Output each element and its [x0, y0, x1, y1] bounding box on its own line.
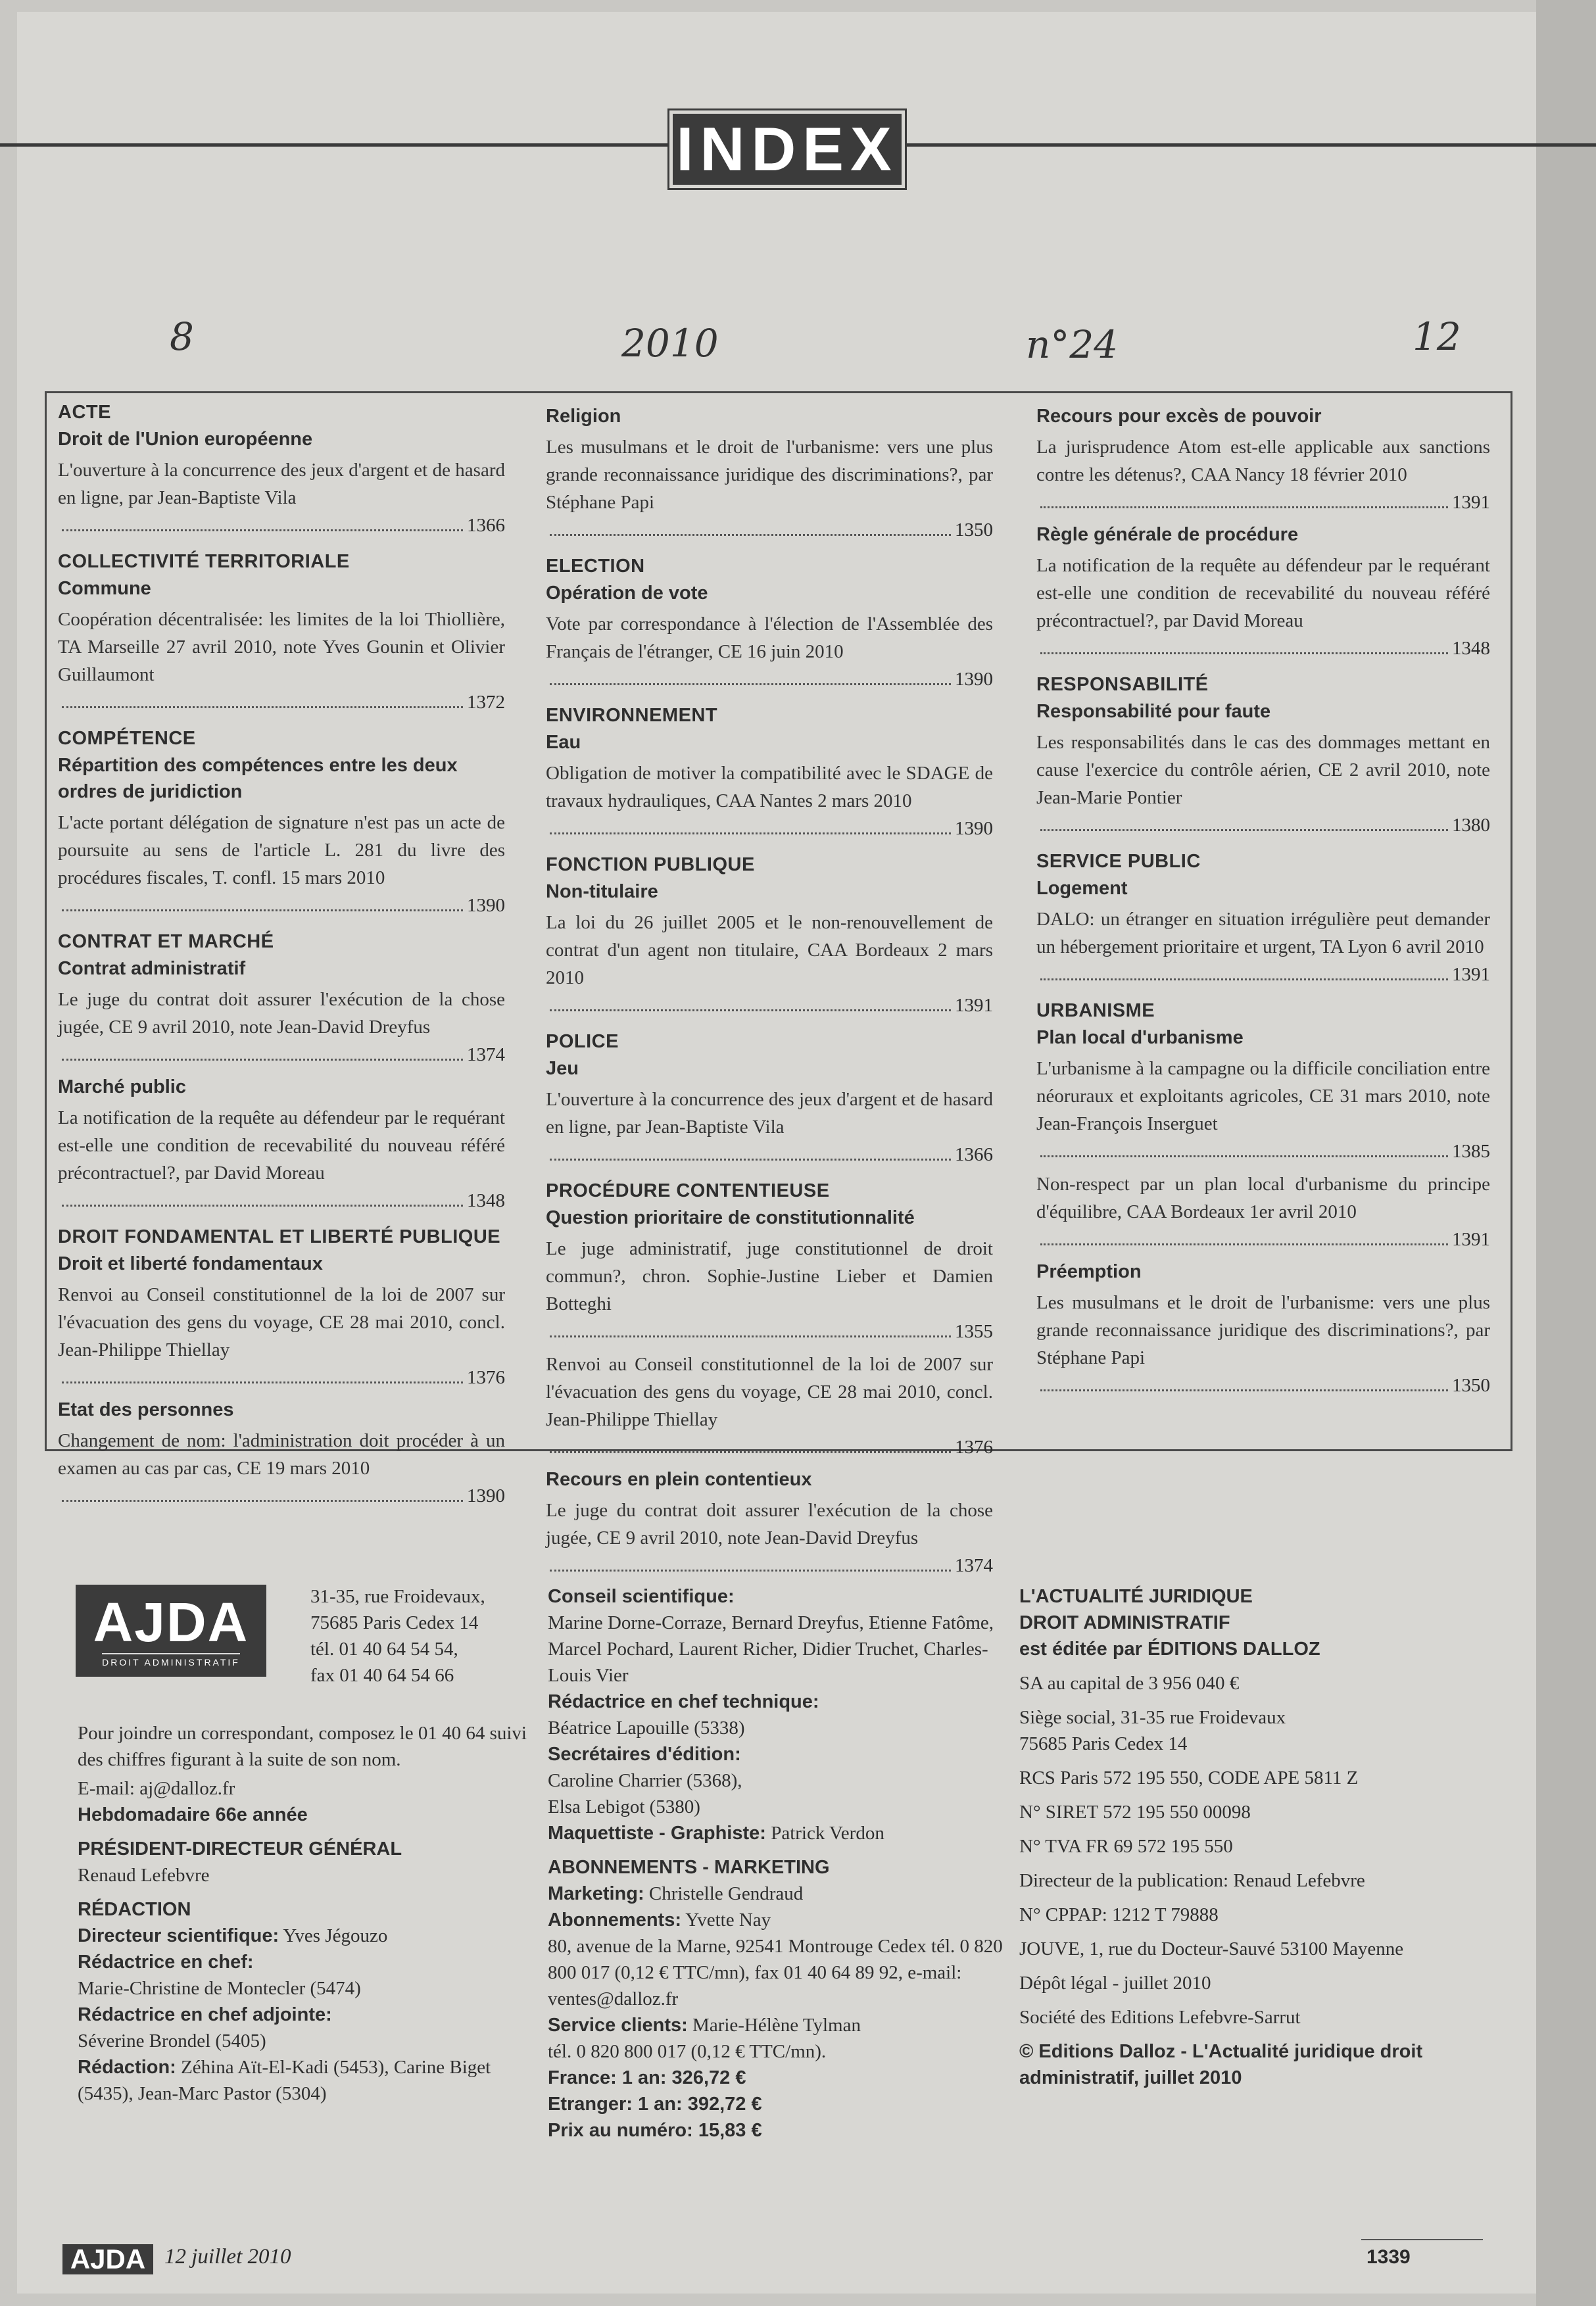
- index-entry: [546, 433, 993, 544]
- index-entry: [546, 1497, 993, 1579]
- index-entry: [58, 456, 505, 539]
- index-entry-page-line: [546, 1141, 993, 1168]
- index-entry-page-line: [546, 1433, 993, 1461]
- index-entry: [546, 1086, 993, 1168]
- index-entry-page-line: [58, 512, 505, 539]
- red-adj-name: Séverine Brondel (5405): [78, 2030, 266, 2052]
- index-entry-page: 1366: [467, 515, 505, 536]
- index-column-2: [546, 402, 993, 1585]
- index-heading: SERVICE PUBLIC: [1036, 851, 1201, 872]
- index-entry-page-line: [546, 1318, 993, 1345]
- index-heading: PROCÉDURE CONTENTIEUSE: [546, 1180, 830, 1201]
- index-entry-text: Changement de nom: l'administration doit procéder à un examen au cas par cas, CE 19 mars 2010: [58, 1430, 505, 1479]
- index-entry-text: L'ouverture à la concurrence des jeux d'argent et de hasard en ligne, par Jean-Baptiste Vila: [58, 460, 505, 508]
- index-entry: [58, 606, 505, 716]
- dir-sci-label: Directeur scientifique:: [78, 1925, 279, 1946]
- imprimeur: JOUVE, 1, rue du Docteur-Sauvé 53100 Mayenne: [1019, 1938, 1404, 1959]
- index-entry-text: L'ouverture à la concurrence des jeux d'argent et de hasard en ligne, par Jean-Baptiste Vila: [546, 1089, 993, 1138]
- capital: SA au capital de 3 956 040 €: [1019, 1673, 1240, 1694]
- red-chef-name: Marie-Christine de Montecler (5474): [78, 1978, 361, 1999]
- index-entry: [58, 1281, 505, 1391]
- index-entry-page-line: [1036, 811, 1490, 839]
- pdg-name: Renaud Lefebvre: [78, 1865, 210, 1886]
- price-france: France: 1 an: 326,72 €: [548, 2067, 746, 2088]
- index-subheading: Marché public: [58, 1076, 186, 1097]
- index-subheading: Religion: [546, 406, 621, 427]
- index-subheading: Droit de l'Union européenne: [58, 429, 313, 450]
- index-heading: URBANISME: [1036, 1000, 1155, 1021]
- index-subheading: Préemption: [1036, 1261, 1142, 1282]
- index-entry-page: 1348: [467, 1190, 505, 1211]
- index-entry-page: 1391: [1452, 492, 1490, 513]
- index-entry-page-line: [1036, 1138, 1490, 1165]
- secr-name: Elsa Lebigot (5380): [548, 1796, 700, 1817]
- publisher-l3: est éditée par ÉDITIONS DALLOZ: [1019, 1639, 1320, 1660]
- dot-leader: [1040, 1155, 1448, 1157]
- dot-leader: [550, 1570, 951, 1572]
- index-heading: COLLECTIVITÉ TERRITORIALE: [58, 551, 350, 572]
- redaction-title: RÉDACTION: [78, 1899, 191, 1920]
- rcs: RCS Paris 572 195 550, CODE APE 5811 Z: [1019, 1767, 1359, 1789]
- index-entry: [546, 610, 993, 693]
- index-entry-page: 1390: [955, 669, 993, 690]
- index-entry-page-line: [58, 1364, 505, 1391]
- index-heading: POLICE: [546, 1031, 619, 1052]
- page-number: 1339: [1366, 2246, 1411, 2268]
- index-heading: DROIT FONDAMENTAL ET LIBERTÉ PUBLIQUE: [58, 1226, 501, 1247]
- svc-label: Service clients:: [548, 2015, 688, 2036]
- index-entry-text: La notification de la requête au défendeur par le requérant est-elle une condition de recevabilité du nouveau référé précontractuel?, par David Moreau: [58, 1107, 505, 1184]
- index-entry-page-line: [58, 1041, 505, 1069]
- email: E-mail: aj@dalloz.fr: [78, 1778, 235, 1799]
- handwritten-note-2: 2010: [621, 321, 719, 366]
- index-entry-text: Obligation de motiver la compatibilité avec le SDAGE de travaux hydrauliques, CAA Nantes 2 mars 2010: [546, 763, 993, 811]
- weekly: Hebdomadaire 66e année: [78, 1804, 308, 1825]
- index-entry: [58, 1104, 505, 1214]
- maq-name: Patrick Verdon: [771, 1823, 884, 1844]
- index-entry-text: Non-respect par un plan local d'urbanisme du principe d'équilibre, CAA Bordeaux 1er avril 2010: [1036, 1174, 1490, 1222]
- ajda-logo-text: AJDA: [93, 1591, 249, 1653]
- index-entry-page-line: [1036, 489, 1490, 516]
- index-title: INDEX: [669, 110, 905, 188]
- index-subheading: Règle générale de procédure: [1036, 524, 1299, 545]
- index-heading: RESPONSABILITÉ: [1036, 674, 1209, 695]
- handwritten-note-4: 12: [1413, 314, 1461, 359]
- index-entry-page: 1391: [1452, 1229, 1490, 1250]
- index-entry-text: La jurisprudence Atom est-elle applicable aux sanctions contre les détenus?, CAA Nancy 18 février 2010: [1036, 437, 1490, 485]
- index-entry-page: 1350: [955, 519, 993, 540]
- footer-date: 12 juillet 2010: [164, 2245, 291, 2269]
- index-entry-page: 1391: [955, 995, 993, 1016]
- conseil-label: Conseil scientifique:: [548, 1586, 735, 1607]
- index-entry: [546, 909, 993, 1019]
- tech-name: Béatrice Lapouille (5338): [548, 1717, 745, 1739]
- index-entry: [58, 986, 505, 1069]
- dot-leader: [1040, 978, 1448, 980]
- dot-leader: [62, 706, 463, 708]
- index-entry: [1036, 905, 1490, 988]
- mkt-label: Marketing:: [548, 1883, 644, 1904]
- index-entry: [1036, 433, 1490, 516]
- index-entry-page: 1366: [955, 1144, 993, 1165]
- siege: Siège social, 31-35 rue Froidevaux: [1019, 1707, 1286, 1728]
- index-entry-page-line: [58, 892, 505, 919]
- index-entry-page: 1390: [467, 895, 505, 916]
- index-subheading: Non-titulaire: [546, 881, 658, 902]
- index-heading: FONCTION PUBLIQUE: [546, 854, 755, 875]
- index-entry-page: 1390: [467, 1485, 505, 1506]
- dot-leader: [62, 1059, 463, 1061]
- index-entry-page-line: [1036, 1226, 1490, 1253]
- tva: N° TVA FR 69 572 195 550: [1019, 1836, 1233, 1857]
- index-entry-text: La notification de la requête au défendeur par le requérant est-elle une condition de recevabilité du nouveau référé précontractuel?, par David Moreau: [1036, 555, 1490, 631]
- dir-sci-name: Yves Jégouzo: [283, 1925, 388, 1946]
- index-entry: [58, 1427, 505, 1510]
- dot-leader: [550, 1451, 951, 1453]
- index-entry: [1036, 1170, 1490, 1253]
- index-entry: [58, 809, 505, 919]
- dot-leader: [1040, 829, 1448, 831]
- redaction-names: Zéhina Aït-El-Kadi (5453), Carine Biget (5435), Jean-Marc Pastor (5304): [78, 2057, 491, 2104]
- index-subheading: Répartition des compétences entre les deux ordres de juridiction: [58, 755, 458, 802]
- index-entry-page: 1374: [467, 1044, 505, 1065]
- index-subheading: Responsabilité pour faute: [1036, 701, 1271, 722]
- index-entry-page: 1348: [1452, 638, 1490, 659]
- address-line: 75685 Paris Cedex 14: [310, 1612, 479, 1633]
- price-etranger: Etranger: 1 an: 392,72 €: [548, 2094, 762, 2115]
- conseil-names: Marine Dorne-Corraze, Bernard Dreyfus, Etienne Fatôme, Marcel Pochard, Laurent Richer, Didier Truchet, Charles-Louis Vier: [548, 1612, 994, 1686]
- index-entry-page-line: [58, 1482, 505, 1510]
- address-line: 31-35, rue Froidevaux,: [310, 1586, 485, 1607]
- index-entry-text: L'urbanisme à la campagne ou la difficile conciliation entre néoruraux et exploitants agricoles, CE 31 mars 2010, note Jean-François Inserguet: [1036, 1058, 1490, 1134]
- secr-label: Secrétaires d'édition:: [548, 1744, 741, 1765]
- index-subheading: Plan local d'urbanisme: [1036, 1027, 1244, 1048]
- index-subheading: Logement: [1036, 878, 1128, 899]
- index-entry: [546, 759, 993, 842]
- dot-leader: [62, 1381, 463, 1383]
- dot-leader: [550, 1335, 951, 1337]
- abo-name: Yvette Nay: [685, 1910, 771, 1931]
- index-entry-text: Le juge administratif, juge constitutionnel de droit commun?, chron. Sophie-Justine Lieber et Damien Botteghi: [546, 1238, 993, 1314]
- index-subheading: Eau: [546, 732, 581, 753]
- index-subheading: Jeu: [546, 1058, 579, 1079]
- index-entry-page: 1385: [1452, 1141, 1490, 1162]
- index-column-3: [1036, 402, 1490, 1405]
- svc-tel: tél. 0 820 800 017 (0,12 € TTC/mn).: [548, 2041, 827, 2062]
- index-entry-text: L'acte portant délégation de signature n'est pas un acte de poursuite au sens de l'article L. 281 du livre des procédures fiscales, T. confl. 15 mars 2010: [58, 812, 505, 888]
- dot-leader: [1040, 1243, 1448, 1245]
- dot-leader: [62, 1500, 463, 1502]
- index-entry-page: 1372: [467, 692, 505, 713]
- dot-leader: [62, 1205, 463, 1207]
- index-heading: CONTRAT ET MARCHÉ: [58, 931, 274, 952]
- index-entry-text: Renvoi au Conseil constitutionnel de la loi de 2007 sur l'évacuation des gens du voyage, CE 28 mai 2010, concl. Jean-Philippe Thiellay: [58, 1284, 505, 1360]
- index-entry: [546, 1351, 993, 1461]
- index-entry-page-line: [546, 665, 993, 693]
- dot-leader: [1040, 506, 1448, 508]
- index-entry: [1036, 1055, 1490, 1165]
- index-entry-page: 1376: [955, 1437, 993, 1458]
- index-entry: [546, 1235, 993, 1345]
- index-entry-page-line: [546, 992, 993, 1019]
- dot-leader: [550, 1009, 951, 1011]
- dot-leader: [62, 909, 463, 911]
- masthead-middle: [548, 1583, 1008, 2144]
- index-entry-page: 1391: [1452, 964, 1490, 985]
- abo-address: 80, avenue de la Marne, 92541 Montrouge Cedex tél. 0 820 800 017 (0,12 € TTC/mn), fax 01 40 64 89 92, e-mail: ventes@dalloz.fr: [548, 1936, 1003, 2009]
- red-chef-label: Rédactrice en chef:: [78, 1952, 254, 1973]
- index-entry-text: Coopération décentralisée: les limites de la loi Thiollière, TA Marseille 27 avril 2010, note Yves Gounin et Olivier Guillaumont: [58, 609, 505, 685]
- index-entry-page: 1374: [955, 1555, 993, 1576]
- masthead-left: [78, 1720, 531, 2107]
- siret: N° SIRET 572 195 550 00098: [1019, 1802, 1251, 1823]
- index-subheading: Commune: [58, 578, 151, 599]
- pdg-title: PRÉSIDENT-DIRECTEUR GÉNÉRAL: [78, 1838, 402, 1860]
- page-edge-strip: [1536, 0, 1596, 2306]
- index-subheading: Question prioritaire de constitutionnalité: [546, 1207, 915, 1228]
- dot-leader: [62, 529, 463, 531]
- index-entry-page: 1355: [955, 1321, 993, 1342]
- index-entry-page-line: [58, 1187, 505, 1214]
- index-subheading: Recours pour excès de pouvoir: [1036, 406, 1322, 427]
- footer-rule: [1361, 2239, 1483, 2240]
- dot-leader: [1040, 1389, 1448, 1391]
- index-entry-text: Les musulmans et le droit de l'urbanisme: vers une plus grande reconnaissance juridique des discriminations?, par Stéphane Papi: [546, 437, 993, 513]
- svc-name: Marie-Hélène Tylman: [692, 2015, 861, 2036]
- abo-title: ABONNEMENTS - MARKETING: [548, 1857, 830, 1878]
- index-subheading: Etat des personnes: [58, 1399, 234, 1420]
- index-entry-page-line: [546, 815, 993, 842]
- index-entry-text: Renvoi au Conseil constitutionnel de la loi de 2007 sur l'évacuation des gens du voyage, CE 28 mai 2010, concl. Jean-Philippe Thiellay: [546, 1354, 993, 1430]
- dot-leader: [550, 683, 951, 685]
- index-entry-text: Les musulmans et le droit de l'urbanisme: vers une plus grande reconnaissance juridique des discriminations?, par Stéphane Papi: [1036, 1292, 1490, 1368]
- address-line: fax 01 40 64 54 66: [310, 1665, 454, 1686]
- index-entry-page: 1350: [1452, 1375, 1490, 1396]
- index-subheading: Recours en plein contentieux: [546, 1469, 812, 1490]
- index-column-1: [58, 402, 505, 1515]
- index-subheading: Contrat administratif: [58, 958, 246, 979]
- index-subheading: Droit et liberté fondamentaux: [58, 1253, 323, 1274]
- handwritten-note-3: n°24: [1026, 322, 1119, 367]
- dot-leader: [550, 832, 951, 834]
- redaction-label: Rédaction:: [78, 2057, 176, 2078]
- ajda-logo: [76, 1585, 266, 1677]
- index-entry-page-line: [1036, 635, 1490, 662]
- index-heading: ENVIRONNEMENT: [546, 705, 718, 726]
- red-adj-label: Rédactrice en chef adjointe:: [78, 2004, 332, 2025]
- address-line: tél. 01 40 64 54 54,: [310, 1639, 458, 1660]
- index-entry-page-line: [546, 1552, 993, 1579]
- tech-label: Rédactrice en chef technique:: [548, 1691, 819, 1712]
- publisher-address: [310, 1583, 521, 1689]
- dot-leader: [1040, 652, 1448, 654]
- footer-logo: AJDA: [62, 2244, 153, 2274]
- directeur: Directeur de la publication: Renaud Lefebvre: [1019, 1870, 1365, 1891]
- ajda-logo-subtitle: DROIT ADMINISTRATIF: [102, 1653, 240, 1668]
- index-heading: ACTE: [58, 402, 111, 423]
- mkt-name: Christelle Gendraud: [648, 1883, 804, 1904]
- index-entry: [1036, 1289, 1490, 1399]
- index-entry-text: Les responsabilités dans le cas des dommages mettant en cause l'exercice du contrôle aérien, CE 2 avril 2010, note Jean-Marie Pontier: [1036, 732, 1490, 808]
- index-heading: COMPÉTENCE: [58, 728, 196, 749]
- index-entry-page: 1390: [955, 818, 993, 839]
- index-entry: [1036, 552, 1490, 662]
- contact-note: Pour joindre un correspondant, composez le 01 40 64 suivi des chiffres figurant à la suite de son nom.: [78, 1723, 527, 1770]
- abo-label: Abonnements:: [548, 1910, 681, 1931]
- depot-legal: Dépôt légal - juillet 2010: [1019, 1973, 1211, 1994]
- publisher-l2: DROIT ADMINISTRATIF: [1019, 1612, 1230, 1633]
- masthead-right: [1019, 1583, 1480, 2099]
- handwritten-note-1: 8: [170, 314, 194, 359]
- ville: 75685 Paris Cedex 14: [1019, 1733, 1188, 1754]
- index-entry-text: Vote par correspondance à l'élection de l'Assemblée des Français de l'étranger, CE 16 juin 2010: [546, 613, 993, 662]
- publisher-l1: L'ACTUALITÉ JURIDIQUE: [1019, 1586, 1253, 1607]
- index-heading: ELECTION: [546, 556, 645, 577]
- copyright: © Editions Dalloz - L'Actualité juridique droit administratif, juillet 2010: [1019, 2041, 1423, 2088]
- maq-label: Maquettiste - Graphiste:: [548, 1823, 766, 1844]
- cppap: N° CPPAP: 1212 T 79888: [1019, 1904, 1219, 1925]
- index-entry-page-line: [58, 688, 505, 716]
- index-entry: [1036, 729, 1490, 839]
- index-entry-page-line: [546, 516, 993, 544]
- societe: Société des Editions Lefebvre-Sarrut: [1019, 2007, 1301, 2028]
- index-entry-text: DALO: un étranger en situation irrégulière peut demander un hébergement prioritaire et urgent, TA Lyon 6 avril 2010: [1036, 909, 1490, 957]
- index-entry-page: 1380: [1452, 815, 1490, 836]
- index-entry-text: La loi du 26 juillet 2005 et le non-renouvellement de contrat d'un agent non titulaire, CAA Bordeaux 2 mars 2010: [546, 912, 993, 988]
- dot-leader: [550, 1159, 951, 1161]
- index-entry-text: Le juge du contrat doit assurer l'exécution de la chose jugée, CE 9 avril 2010, note Jean-David Dreyfus: [58, 989, 505, 1038]
- index-subheading: Opération de vote: [546, 583, 708, 604]
- secr-name: Caroline Charrier (5368),: [548, 1770, 742, 1791]
- index-entry-page: 1376: [467, 1367, 505, 1388]
- index-entry-page-line: [1036, 1372, 1490, 1399]
- dot-leader: [550, 534, 951, 536]
- index-entry-text: Le juge du contrat doit assurer l'exécution de la chose jugée, CE 9 avril 2010, note Jean-David Dreyfus: [546, 1500, 993, 1549]
- index-entry-page-line: [1036, 961, 1490, 988]
- price-issue: Prix au numéro: 15,83 €: [548, 2120, 762, 2141]
